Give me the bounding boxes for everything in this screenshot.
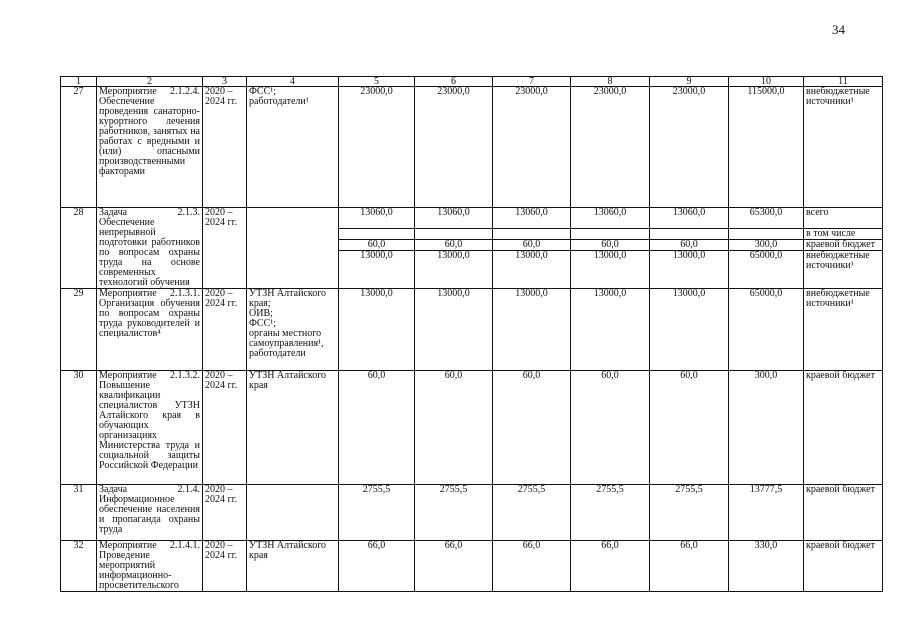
period: 2020 – 2024 гг. bbox=[203, 485, 247, 541]
row-number: 29 bbox=[61, 289, 97, 371]
period: 2020 – 2024 гг. bbox=[203, 541, 247, 592]
executor: ФСС¹; bbox=[249, 86, 277, 97]
value-line: 13000,0 bbox=[571, 250, 649, 261]
table-row bbox=[61, 371, 883, 485]
value-total: 330,0 bbox=[729, 541, 804, 592]
period: 2020 – 2024 гг. bbox=[203, 208, 247, 289]
value-2020: 2755,5 bbox=[339, 485, 415, 541]
value-line: 60,0 bbox=[650, 239, 728, 250]
col-header: 3 bbox=[203, 77, 247, 87]
col-header: 10 bbox=[729, 77, 804, 87]
value-line bbox=[493, 228, 570, 239]
value-2021: 23000,0 bbox=[415, 87, 493, 208]
value-2022: 2755,5 bbox=[493, 485, 571, 541]
value-2024: 66,0 bbox=[650, 541, 729, 592]
funding-source: краевой бюджет bbox=[804, 541, 883, 592]
value-line: 13060,0 bbox=[437, 207, 470, 218]
source-line: внебюджетные источники¹ bbox=[804, 250, 882, 271]
value-2021 bbox=[415, 208, 493, 289]
executors bbox=[247, 87, 339, 208]
value-line: 13060,0 bbox=[672, 207, 706, 218]
source-line: всего bbox=[806, 207, 829, 218]
page-number: 34 bbox=[832, 22, 845, 37]
row-number: 28 bbox=[61, 208, 97, 289]
task-name: Задача 2.1.4. Информационное обеспечение населения и пропаганда охраны труда bbox=[97, 485, 203, 541]
period: 2020 – 2024 гг. bbox=[203, 371, 247, 485]
value-2023: 23000,0 bbox=[571, 87, 650, 208]
program-activities-table bbox=[60, 76, 883, 592]
table-row bbox=[61, 87, 883, 208]
executor: УТЗН Алтайского края; bbox=[249, 288, 327, 309]
value-line bbox=[650, 228, 728, 239]
executors bbox=[247, 485, 339, 541]
value-line bbox=[339, 228, 414, 239]
executor: работодатели bbox=[249, 348, 306, 359]
value-2024: 2755,5 bbox=[650, 485, 729, 541]
value-total bbox=[729, 208, 804, 289]
activity-name: Мероприятие 2.1.4.1. Проведение мероприятий информационно-просветительского bbox=[97, 541, 203, 592]
source-line: в том числе bbox=[804, 228, 882, 239]
value-2023: 2755,5 bbox=[571, 485, 650, 541]
value-total: 65000,0 bbox=[729, 289, 804, 371]
value-2021: 66,0 bbox=[415, 541, 493, 592]
table-row bbox=[61, 289, 883, 371]
executor: ФСС¹; bbox=[249, 318, 277, 329]
col-header: 1 bbox=[61, 77, 97, 87]
value-line: 60,0 bbox=[493, 239, 570, 250]
value-line: 13000,0 bbox=[650, 250, 728, 261]
period: 2020 – 2024 гг. bbox=[203, 87, 247, 208]
column-number-row bbox=[61, 77, 883, 87]
value-2024: 23000,0 bbox=[650, 87, 729, 208]
value-line: 60,0 bbox=[339, 239, 414, 250]
value-2023: 66,0 bbox=[571, 541, 650, 592]
table-row bbox=[61, 485, 883, 541]
activity-name: Мероприятие 2.1.3.2. Повышение квалификации специалистов УТЗН Алтайского края в обучающих организациях Министерства труда и социальной защиты Российской Федерации bbox=[97, 371, 203, 485]
activity-name: Мероприятие 2.1.2.4. Обеспечение проведения санаторно-курортного лечения работников, занятых на работах с вредными и (или) опасными производственными факторами bbox=[97, 87, 203, 208]
value-line: 13000,0 bbox=[339, 250, 414, 261]
value-line: 13000,0 bbox=[415, 250, 492, 261]
funding-source: краевой бюджет bbox=[804, 371, 883, 485]
col-header: 9 bbox=[650, 77, 729, 87]
value-line: 13060,0 bbox=[515, 207, 548, 218]
executors bbox=[247, 289, 339, 371]
value-2022: 23000,0 bbox=[493, 87, 571, 208]
value-2020 bbox=[339, 208, 415, 289]
row-number: 27 bbox=[61, 87, 97, 208]
col-header: 7 bbox=[493, 77, 571, 87]
funding-source: краевой бюджет bbox=[804, 485, 883, 541]
value-total: 13777,5 bbox=[729, 485, 804, 541]
value-line: 65000,0 bbox=[729, 250, 803, 261]
col-header: 4 bbox=[247, 77, 339, 87]
value-line: 60,0 bbox=[415, 239, 492, 250]
value-2020: 60,0 bbox=[339, 371, 415, 485]
executors bbox=[247, 541, 339, 592]
value-line: 13060,0 bbox=[593, 207, 627, 218]
table-row bbox=[61, 541, 883, 592]
executors bbox=[247, 371, 339, 485]
funding-source: внебюджетные источники¹ bbox=[804, 289, 883, 371]
period: 2020 – 2024 гг. bbox=[203, 289, 247, 371]
value-2023: 60,0 bbox=[571, 371, 650, 485]
row-number: 32 bbox=[61, 541, 97, 592]
col-header: 8 bbox=[571, 77, 650, 87]
value-2022: 60,0 bbox=[493, 371, 571, 485]
value-2020: 13000,0 bbox=[339, 289, 415, 371]
executor: работодатели¹ bbox=[249, 96, 309, 107]
col-header: 5 bbox=[339, 77, 415, 87]
value-line: 300,0 bbox=[729, 239, 803, 250]
row-number: 31 bbox=[61, 485, 97, 541]
activity-name: Мероприятие 2.1.3.1. Организация обучения по вопросам охраны труда руководителей и специалистов⁴ bbox=[97, 289, 203, 371]
value-line: 60,0 bbox=[571, 239, 649, 250]
value-2022: 66,0 bbox=[493, 541, 571, 592]
col-header: 11 bbox=[804, 77, 883, 87]
task-name: Задача 2.1.3. Обеспечение непрерывной подготовки работников по вопросам охраны труда на основе современных технологий обучения bbox=[97, 208, 203, 289]
value-line bbox=[415, 228, 492, 239]
executors bbox=[247, 208, 339, 289]
value-2020: 66,0 bbox=[339, 541, 415, 592]
funding-source: внебюджетные источники¹ bbox=[804, 87, 883, 208]
value-line: 13000,0 bbox=[493, 250, 570, 261]
col-header: 6 bbox=[415, 77, 493, 87]
value-2021: 2755,5 bbox=[415, 485, 493, 541]
executor: УТЗН Алтайского края bbox=[249, 370, 327, 391]
value-line: 65300,0 bbox=[749, 207, 783, 218]
value-2023: 13000,0 bbox=[571, 289, 650, 371]
value-2021: 13000,0 bbox=[415, 289, 493, 371]
value-2022 bbox=[493, 208, 571, 289]
funding-source bbox=[804, 208, 883, 289]
value-2021: 60,0 bbox=[415, 371, 493, 485]
value-2020: 23000,0 bbox=[339, 87, 415, 208]
executor: органы местного самоуправления¹, bbox=[249, 328, 324, 349]
col-header: 2 bbox=[97, 77, 203, 87]
row-number: 30 bbox=[61, 371, 97, 485]
value-line: 13060,0 bbox=[360, 207, 393, 218]
value-2024: 13000,0 bbox=[650, 289, 729, 371]
value-2024: 60,0 bbox=[650, 371, 729, 485]
executor: ОИВ; bbox=[249, 308, 273, 319]
value-2024 bbox=[650, 208, 729, 289]
value-2022: 13000,0 bbox=[493, 289, 571, 371]
value-total: 115000,0 bbox=[729, 87, 804, 208]
executor: УТЗН Алтайского края bbox=[249, 540, 327, 561]
table-row bbox=[61, 208, 883, 289]
value-total: 300,0 bbox=[729, 371, 804, 485]
value-line bbox=[729, 228, 803, 239]
source-line: краевой бюджет bbox=[804, 239, 882, 250]
value-2023 bbox=[571, 208, 650, 289]
value-line bbox=[571, 228, 649, 239]
